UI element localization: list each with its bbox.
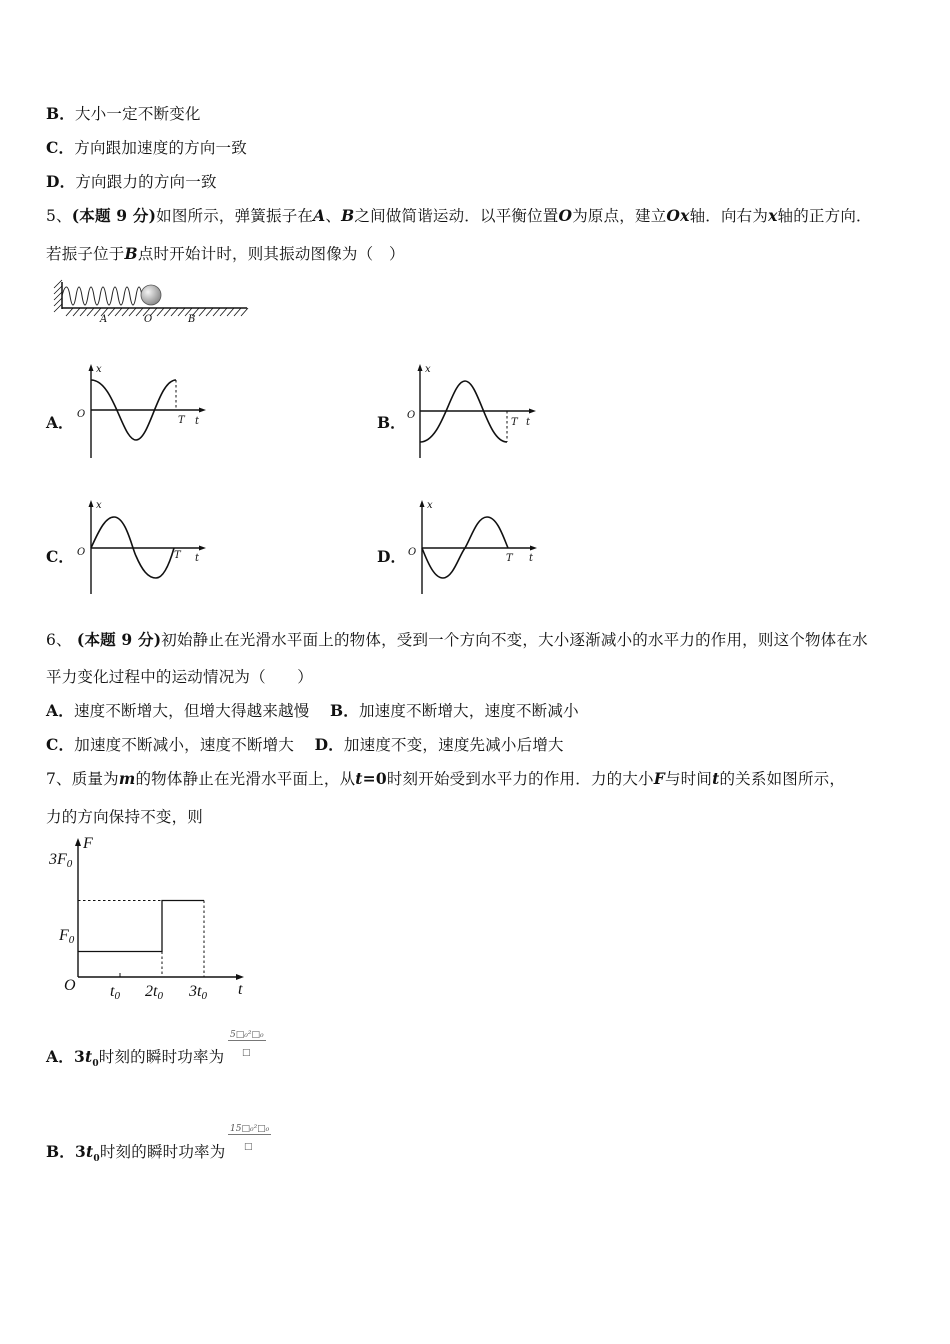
x-tick-2t0 xyxy=(145,983,163,1002)
option-label: B． xyxy=(46,1142,76,1161)
subscript: 0 xyxy=(68,934,75,946)
q7-option-a xyxy=(46,1045,224,1069)
q4-option-b xyxy=(46,102,201,124)
option-text: 方向跟力的方向一致 xyxy=(75,173,217,191)
q5-var-x: x xyxy=(768,206,778,225)
q5-text: 之间做简谐运动．以平衡位置 xyxy=(354,207,559,225)
force-time-graph xyxy=(48,832,258,1008)
graph-d xyxy=(405,498,545,598)
q5-score: (本题 9 分) xyxy=(71,206,157,225)
option-text: 加速度不断增大，速度不断减小 xyxy=(358,702,579,720)
q7-text: 的关系如图所示， xyxy=(719,770,846,788)
q6-options-row1 xyxy=(46,699,579,721)
x-tick-text: 2t xyxy=(145,983,158,1000)
q7-option-b-fraction-den: □ xyxy=(244,1142,253,1152)
option-num: 3 xyxy=(73,1047,85,1066)
x-tick-text: t xyxy=(110,983,115,1000)
label-a: A xyxy=(100,314,108,325)
graph-a xyxy=(74,362,214,462)
origin-label: O xyxy=(77,547,86,558)
axis-f-label: F xyxy=(83,835,93,852)
q7-text: 的物体静止在光滑水平面上，从 xyxy=(135,770,356,788)
q7-option-b-fraction-num: 15□₀²□₀ xyxy=(230,1124,270,1134)
option-text: 方向跟加速度的方向一致 xyxy=(74,139,247,157)
option-label: B． xyxy=(46,104,76,123)
q5-number: 5、 xyxy=(46,207,72,225)
option-label: A． xyxy=(46,1047,74,1066)
y-tick-text: F xyxy=(59,927,69,944)
option-var: t xyxy=(84,1047,93,1066)
q6-score: (本题 9 分) xyxy=(76,630,162,649)
origin-label: O xyxy=(77,409,86,420)
option-label: D． xyxy=(46,172,76,191)
option-label: D． xyxy=(314,735,344,754)
q7-stem-line2 xyxy=(46,805,203,827)
axis-t-label: t xyxy=(238,981,243,998)
q5-stem-line2 xyxy=(46,242,405,264)
period-label: T xyxy=(511,417,518,428)
q7-var-t: t xyxy=(712,769,720,788)
subscript: 0 xyxy=(92,1059,99,1070)
subscript: 0 xyxy=(157,990,163,1002)
q5-option-a-label: A． xyxy=(46,413,74,432)
origin-label: O xyxy=(407,410,416,421)
q5-text: 点时开始计时，则其振动图像为（ ） xyxy=(137,245,405,263)
q7-stem-line1 xyxy=(46,767,845,789)
label-b: B xyxy=(188,314,196,325)
q6-stem-line1 xyxy=(46,628,868,650)
q5-sep: 、 xyxy=(325,207,342,225)
force-series-line xyxy=(78,901,204,952)
axis-t-label: t xyxy=(529,553,534,564)
q5-var-a: A xyxy=(313,206,326,225)
q5-text: 轴的正方向． xyxy=(777,207,872,225)
q4-option-c xyxy=(46,136,247,158)
period-label: T xyxy=(174,550,181,561)
q5-text: 若振子位于 xyxy=(46,245,125,263)
oscillator-ball xyxy=(141,285,161,305)
axis-t-label: t xyxy=(195,416,200,427)
y-tick-f0 xyxy=(58,927,75,946)
q7-text: 质量为 xyxy=(71,770,119,788)
option-label: C． xyxy=(46,735,75,754)
q5-var-b: B xyxy=(341,206,355,225)
q5-text: 为原点，建立 xyxy=(572,207,667,225)
graph-b xyxy=(405,362,545,462)
axis-x-label: x xyxy=(427,500,433,511)
q7-text: 力的方向保持不变，则 xyxy=(46,808,204,826)
q5-text: 轴．向右为 xyxy=(689,207,769,225)
option-text: 加速度不变，速度先减小后增大 xyxy=(343,736,564,754)
subscript: 0 xyxy=(93,1154,100,1165)
period-label: T xyxy=(506,553,513,564)
q7-option-a-fraction-den: □ xyxy=(242,1048,251,1058)
graph-c xyxy=(74,498,214,598)
option-text: 时刻的瞬时功率为 xyxy=(98,1048,225,1066)
q6-text: 初始静止在光滑水平面上的物体，受到一个方向不变，大小逐渐减小的水平力的作用，则这个物体在水 xyxy=(161,631,868,649)
option-label: A． xyxy=(46,701,74,720)
subscript: 0 xyxy=(66,858,73,870)
q7-var-t: t xyxy=(355,769,363,788)
q5-stem-line1 xyxy=(46,204,872,226)
q7-var-m: m xyxy=(118,769,136,788)
option-text: 大小一定不断变化 xyxy=(75,105,201,123)
option-label: C． xyxy=(46,138,75,157)
q5-var-o: O xyxy=(558,206,573,225)
period-label: T xyxy=(178,415,185,426)
x-tick-text: 3t xyxy=(189,983,202,1000)
q7-eq0: =0 xyxy=(362,769,387,788)
q7-text: 与时间 xyxy=(664,770,713,788)
q6-number: 6、 xyxy=(46,631,72,649)
q6-text: 平力变化过程中的运动情况为（ ） xyxy=(46,668,313,686)
q7-option-a-fraction-num: 5□₀²□₀ xyxy=(230,1030,264,1040)
label-o: O xyxy=(144,314,153,325)
option-text: 时刻的瞬时功率为 xyxy=(99,1143,226,1161)
axis-t-label: t xyxy=(195,553,200,564)
q6-stem-line2 xyxy=(46,665,313,687)
y-tick-3f0 xyxy=(48,851,73,870)
option-var: t xyxy=(86,1142,94,1161)
axis-x-label: x xyxy=(425,364,431,375)
subscript: 0 xyxy=(114,990,120,1002)
spring-oscillator-figure xyxy=(52,280,252,328)
x-tick-t0 xyxy=(110,983,120,1002)
option-text: 加速度不断减小，速度不断增大 xyxy=(74,736,295,754)
q7-number: 7、 xyxy=(46,770,72,788)
axis-t-label: t xyxy=(526,417,531,428)
q7-var-f: F xyxy=(653,769,665,788)
origin-label: O xyxy=(64,977,76,994)
q4-option-d xyxy=(46,170,217,192)
q5-var-b: B xyxy=(124,244,138,263)
spring xyxy=(62,287,142,305)
axis-x-label: x xyxy=(96,500,102,511)
origin-label: O xyxy=(408,547,417,558)
q6-options-row2 xyxy=(46,733,564,755)
subscript: 0 xyxy=(201,990,207,1002)
y-tick-text: 3F xyxy=(49,851,67,868)
q5-text: 如图所示，弹簧振子在 xyxy=(156,207,314,225)
q7-option-b xyxy=(46,1140,225,1164)
q5-var-ox: Ox xyxy=(666,206,690,225)
option-text: 速度不断增大，但增大得越来越慢 xyxy=(73,702,310,720)
q7-text: 时刻开始受到水平力的作用．力的大小 xyxy=(386,770,654,788)
q5-option-c-label: C． xyxy=(46,547,74,566)
q5-option-b-label: B． xyxy=(377,413,406,432)
option-label: B． xyxy=(329,701,359,720)
x-tick-3t0 xyxy=(188,983,207,1002)
axis-x-label: x xyxy=(96,364,102,375)
option-num: 3 xyxy=(75,1142,87,1161)
q5-option-d-label: D． xyxy=(377,547,406,566)
